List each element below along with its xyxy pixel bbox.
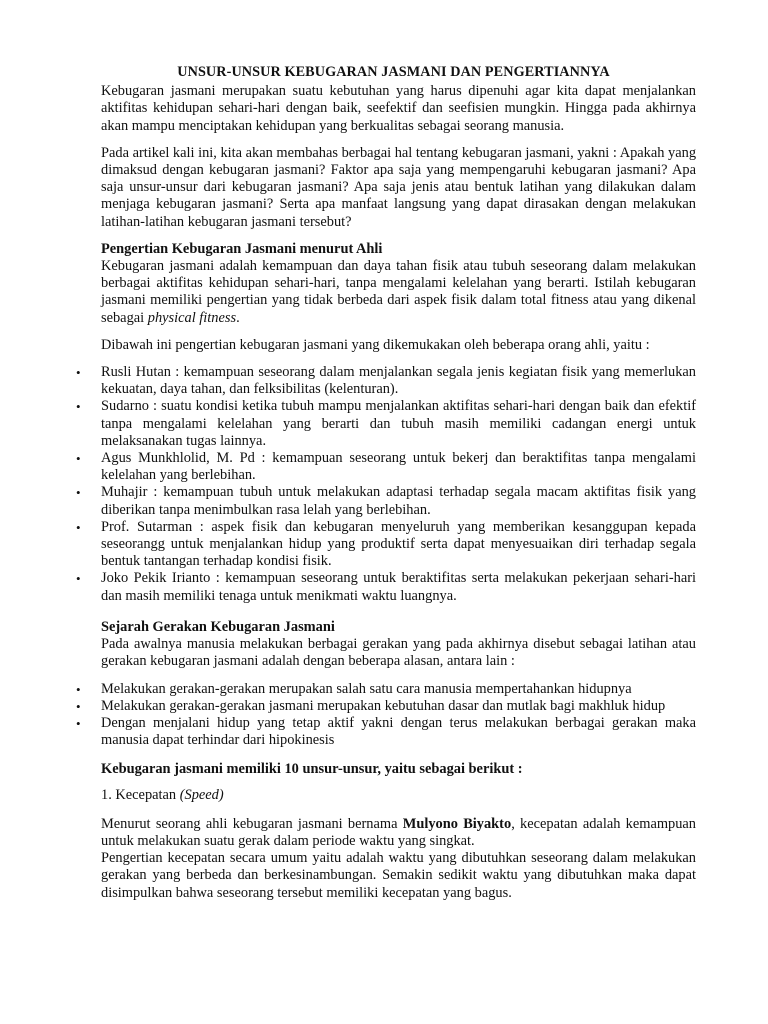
list-item: • Rusli Hutan : kemampuan seseorang dalam menjalankan segala jenis kegiatan fisik yang memerlukan kekuatan, daya tahan, dan felksibilitas (kelenturan). (76, 364, 696, 398)
definition-paragraph-end: . (236, 309, 240, 326)
bullet-icon: • (76, 399, 81, 415)
definition-paragraph (101, 258, 696, 327)
bullet-icon: • (76, 365, 81, 381)
list-item: • Muhajir : kemampuan tubuh untuk melakukan adaptasi terhadap segala macam aktifitas fisik yang diberikan tanpa menimbulkan rasa lelah yang berlebihan. (76, 484, 696, 518)
intro-paragraph-2: Pada artikel kali ini, kita akan membahas berbagai hal tentang kebugaran jasmani, yakni : Apakah yang dimaksud dengan kebugaran jasmani? Faktor apa saja yang mempengaruhi kebugaran jasmani? Apa saja unsur-unsur dari kebugaran jasmani? Apa saja jenis atau bentuk latihan yang dilakukan dalam menjaga kebugaran jasmani? Serta apa manfaat langsung yang dapat dirasakan dengan melakukan latihan-latihan kebugaran jasmani tersebut? (101, 144, 697, 230)
list-item: • Melakukan gerakan-gerakan jasmani merupakan kebutuhan dasar dan mutlak bagi makhluk hidup (76, 697, 666, 714)
bullet-icon: • (76, 715, 81, 731)
list-item: • Prof. Sutarman : aspek fisik dan kebugaran menyeluruh yang memberikan kesanggupan kepada seseorangg untuk menjalankan hidup yang produktif serta dapat menyesuaikan diri terhadap segala bentuk tantangan terhadap kondisi fisik. (76, 518, 696, 570)
definition-paragraph-italic: physical fitness (147, 309, 237, 326)
list-item: • Melakukan gerakan-gerakan merupakan salah satu cara manusia mempertahankan hidupnya (76, 680, 632, 697)
element-1-paragraph-b: Pengertian kecepatan secara umum yaitu adalah waktu yang dibutuhkan seseorang dalam melakukan gerakan yang berbeda dan berkesinambungan. Semakin sedikit waktu yang dibutuhkan maka dapat disimpulkan bahwa seseorang tersebut memiliki kecepatan yang bagus. (101, 850, 696, 901)
definition-paragraph-text: Kebugaran jasmani adalah kemampuan dan daya tahan fisik atau tubuh seseorang dalam melakukan berbagai aktifitas kehidupan sehari-hari, tanpa mengalami kelelahan yang berarti. Istilah kebugaran jasmani memiliki pengertian yang tidak berbeda dari aspek fisik dalam total fitness atau yang dikenal sebagai (101, 258, 696, 326)
history-paragraph: Pada awalnya manusia melakukan berbagai gerakan yang pada akhirnya disebut sebagai latihan atau gerakan kebugaran jasmani adalah dengan beberapa alasan, antara lain : (101, 636, 696, 670)
bullet-icon: • (76, 485, 81, 501)
bullet-icon: • (76, 681, 81, 697)
element-1-paragraph-a: Menurut seorang ahli kebugaran jasmani bernama Mulyono Biyakto, kecepatan adalah kemampuan untuk melakukan suatu gerak dalam periode waktu yang singkat. (101, 815, 696, 849)
bullet-icon: • (76, 519, 81, 535)
definition-heading: Pengertian Kebugaran Jasmani menurut Ahli (101, 240, 383, 257)
reasons-list (76, 680, 696, 750)
list-item: • Sudarno : suatu kondisi ketika tubuh mampu menjalankan aktifitas sehari-hari dengan baik dan efektif tanpa mengalami kelelahan yang berarti dan tubuh masih memiliki cadangan energi untuk melaksanakan tugas lainnya. (76, 398, 696, 449)
expert-name: Mulyono Biyakto (402, 815, 512, 832)
elements-heading: Kebugaran jasmani memiliki 10 unsur-unsur, yaitu sebagai berikut : (101, 761, 523, 778)
experts-intro: Dibawah ini pengertian kebugaran jasmani yang dikemukakan oleh beberapa orang ahli, yaitu : (101, 336, 650, 353)
bullet-icon: • (76, 451, 81, 467)
intro-paragraph-1: Kebugaran jasmani merupakan suatu kebutuhan yang harus dipenuhi agar kita dapat menjalankan aktifitas kehidupan sehari-hari dengan baik, seefektif dan seefisien mungkin. Hingga pada akhirnya akan mampu menciptakan kehidupan yang berkualitas sebagai seorang manusia. (101, 83, 696, 134)
bullet-icon: • (76, 698, 81, 714)
list-item: • Dengan menjalani hidup yang tetap aktif yakni dengan terus melakukan berbagai gerakan maka manusia dapat terhindar dari hipokinesis (76, 714, 696, 749)
document-title: UNSUR-UNSUR KEBUGARAN JASMANI DAN PENGERTIANNYA (177, 64, 610, 80)
experts-list (76, 364, 696, 605)
element-1-title: 1. Kecepatan (Speed) (101, 786, 224, 803)
history-heading: Sejarah Gerakan Kebugaran Jasmani (101, 618, 335, 635)
bullet-icon: • (76, 571, 81, 587)
list-item: • Joko Pekik Irianto : kemampuan seseorang untuk beraktifitas serta melakukan pekerjaan sehari-hari dan masih memiliki tenaga untuk menikmati waktu luangnya. (76, 570, 696, 604)
list-item: • Agus Munkhlolid, M. Pd : kemampuan seseorang untuk bekerj dan beraktifitas tanpa mengalami kelelahan yang berlebihan. (76, 450, 696, 484)
